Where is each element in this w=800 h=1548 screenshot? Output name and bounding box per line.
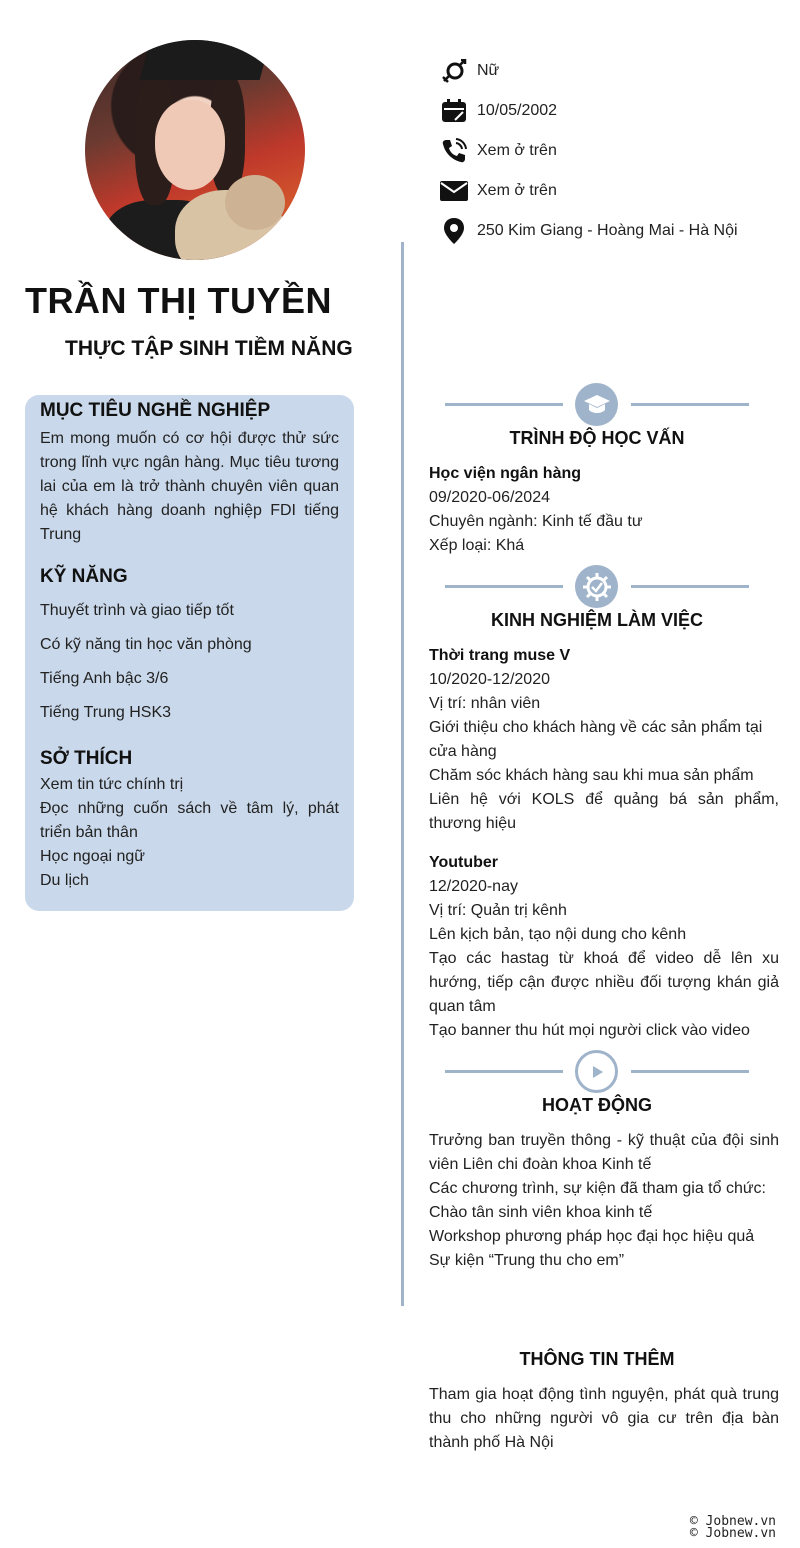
extra-title: THÔNG TIN THÊM: [519, 1349, 675, 1369]
list-item: Trưởng ban truyền thông - kỹ thuật của đội sinh viên Liên chi đoàn khoa Kinh tế: [429, 1132, 779, 1173]
list-item: Xem tin tức chính trị: [40, 776, 184, 793]
skills-list: [40, 599, 339, 725]
job-task: Chăm sóc khách hàng sau khi mua sản phẩm: [429, 767, 754, 784]
list-item: Tiếng Anh bậc 3/6: [40, 670, 169, 687]
candidate-name: TRẦN THỊ TUYỀN: [25, 280, 332, 321]
list-item: Sự kiện “Trung thu cho em”: [429, 1252, 625, 1269]
extra-text: Tham gia hoạt động tình nguyện, phát quà trung thu cho những người vô gia cư trên địa bàn thành phố Hà Nội: [429, 1386, 779, 1451]
list-item: Workshop phương pháp học đại học hiệu quả: [429, 1228, 755, 1245]
location-pin-icon: [440, 218, 468, 244]
experience-job-2: [429, 851, 779, 1043]
job-task: Tạo các hastag từ khoá để video dễ lên xu hướng, tiếp cận được nhiều đối tượng khán giả quan tâm: [429, 950, 779, 1015]
contact-info: [440, 58, 740, 258]
list-item: Tiếng Trung HSK3: [40, 704, 172, 721]
objective-title: MỤC TIÊU NGHỀ NGHIỆP: [40, 400, 271, 421]
skills-title: KỸ NĂNG: [40, 566, 128, 587]
experience-job-1: [429, 644, 779, 836]
education-header: [445, 383, 749, 427]
job-period: 12/2020-nay: [429, 878, 518, 895]
gear-check-icon: [575, 565, 618, 608]
hobbies-list: [40, 773, 339, 893]
education-rank: Xếp loại: Khá: [429, 537, 525, 554]
company-name: Youtuber: [429, 854, 499, 871]
list-item: Có kỹ năng tin học văn phòng: [40, 636, 252, 653]
school-name: Học viện ngân hàng: [429, 465, 582, 482]
list-item: Các chương trình, sự kiện đã tham gia tổ chức:: [429, 1180, 766, 1197]
objective-text: Em mong muốn có cơ hội được thử sức trong lĩnh vực ngân hàng. Mục tiêu tương lai của em là trở thành chuyên viên quan hệ khách hàng doanh nghiệp FDI tiếng Trung: [40, 430, 339, 543]
play-icon: [575, 1050, 618, 1093]
email-icon: [440, 178, 468, 204]
gender-icon: [440, 58, 468, 84]
vertical-divider: [401, 242, 404, 1306]
contact-gender: Nữ: [440, 58, 740, 84]
experience-header: [445, 565, 749, 609]
activities-header: [445, 1050, 749, 1094]
job-period: 10/2020-12/2020: [429, 671, 550, 688]
calendar-icon: [440, 98, 468, 124]
list-item: Du lịch: [40, 872, 89, 889]
candidate-position: THỰC TẬP SINH TIỀM NĂNG: [65, 337, 353, 360]
footer-credit: © Jobnew.vn © Jobnew.vn: [689, 1514, 776, 1541]
education-title: TRÌNH ĐỘ HỌC VẤN: [509, 428, 685, 448]
list-item: Chào tân sinh viên khoa kinh tế: [429, 1204, 653, 1221]
contact-phone: Xem ở trên: [440, 138, 740, 164]
extra-content: [429, 1383, 779, 1455]
job-task: Lên kịch bản, tạo nội dung cho kênh: [429, 926, 687, 943]
education-major: Chuyên ngành: Kinh tế đầu tư: [429, 513, 643, 530]
list-item: Đọc những cuốn sách về tâm lý, phát triển bản thân: [40, 800, 339, 841]
activities-title: HOẠT ĐỘNG: [542, 1095, 652, 1115]
job-role: Vị trí: nhân viên: [429, 695, 541, 712]
company-name: Thời trang muse V: [429, 647, 571, 664]
avatar: [85, 40, 305, 260]
education-period: 09/2020-06/2024: [429, 489, 550, 506]
job-task: Giới thiệu cho khách hàng về các sản phẩm tại cửa hàng: [429, 719, 763, 760]
phone-icon: [440, 138, 468, 164]
job-task: Tạo banner thu hút mọi người click vào video: [429, 1022, 750, 1039]
list-item: Thuyết trình và giao tiếp tốt: [40, 602, 234, 619]
experience-title: KINH NGHIỆM LÀM VIỆC: [490, 610, 703, 630]
job-role: Vị trí: Quản trị kênh: [429, 902, 567, 919]
job-task: Liên hệ với KOLS để quảng bá sản phẩm, thương hiệu: [429, 791, 779, 832]
contact-dob: 10/05/2002: [440, 98, 740, 124]
list-item: Học ngoại ngữ: [40, 848, 145, 865]
education-content: [429, 462, 779, 558]
contact-email: Xem ở trên: [440, 178, 740, 204]
graduation-cap-icon: [575, 383, 618, 426]
contact-address: 250 Kim Giang - Hoàng Mai - Hà Nội: [440, 218, 740, 244]
activities-content: [429, 1129, 779, 1273]
hobbies-title: SỞ THÍCH: [40, 748, 133, 769]
left-panel: [25, 395, 354, 911]
